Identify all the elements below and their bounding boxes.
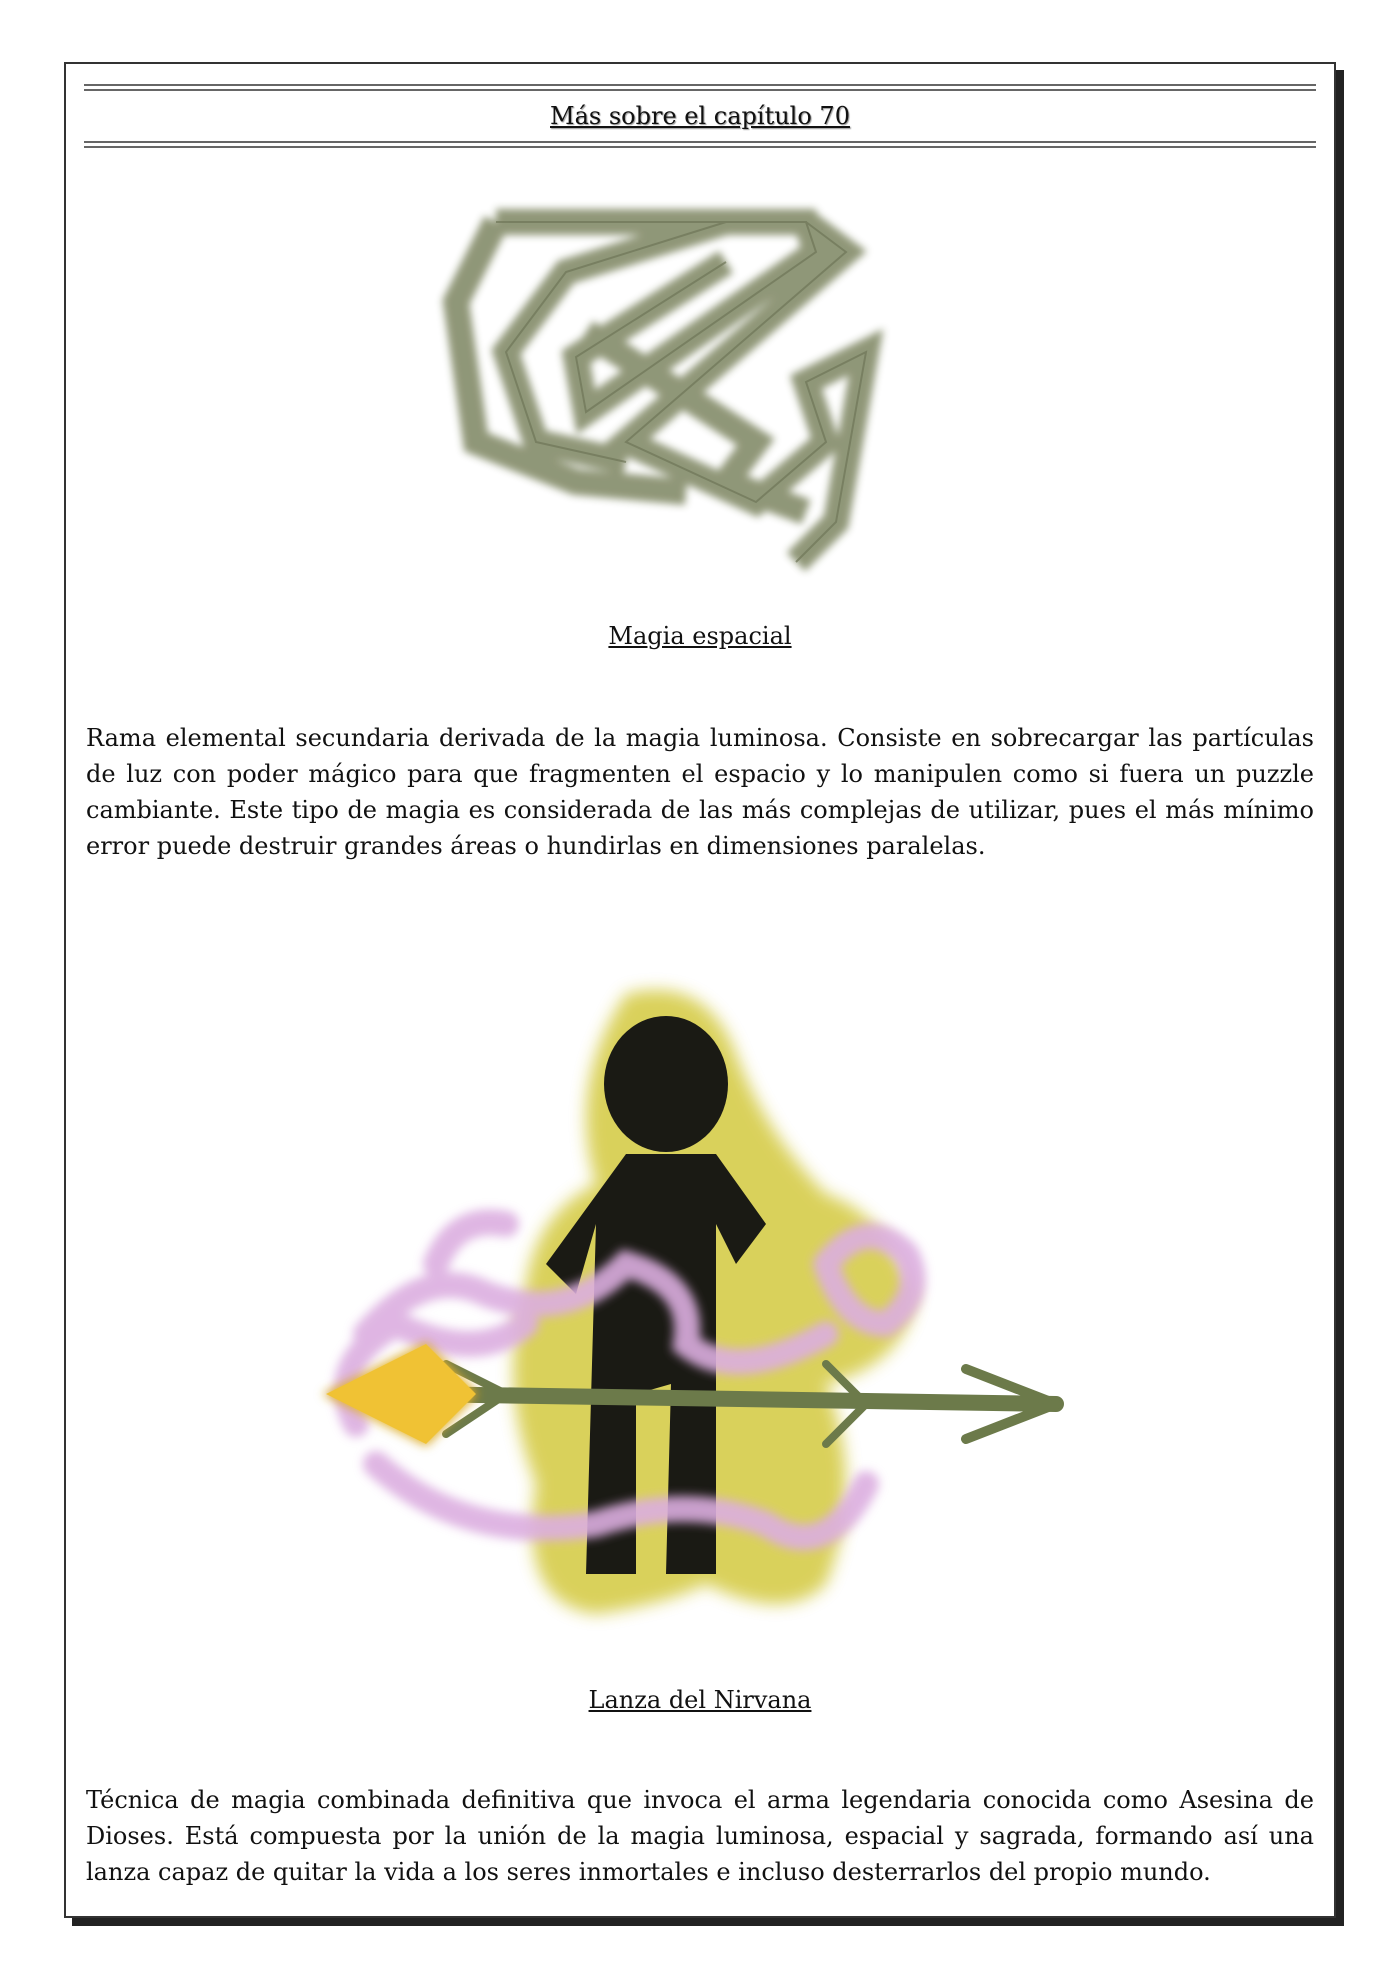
header-rule-top: [84, 84, 1316, 91]
header-band: [84, 84, 1316, 148]
nirvana-spear-illustration: [266, 964, 1146, 1664]
figure-caption-nirvana-spear: Lanza del Nirvana: [588, 1686, 812, 1714]
spatial-magic-illustration: [426, 182, 986, 602]
paragraph-nirvana-spear: Técnica de magia combinada definitiva que invoca el arma legendaria conocida como Asesina de Dioses. Está compuesta por la unión de la magia luminosa, espacial y sagrada, formando así una lanza capaz de quitar la vida a los seres inmortales e incluso desterrarlos del propio mundo.: [86, 1786, 1314, 1886]
paragraph-spatial-magic: Rama elemental secundaria derivada de la magia luminosa. Consiste en sobrecargar las partículas de luz con poder mágico para que fragmenten el espacio y lo manipulen como si fuera un puzzle cambiante. Este tipo de magia es considerada de las más complejas de utilizar, pues el más mínimo error puede destruir grandes áreas o hundirlas en dimensiones paralelas.: [86, 724, 1314, 860]
page-title: Más sobre el capítulo 70: [550, 102, 850, 130]
header-rule-bottom: [84, 141, 1316, 148]
figure-caption-spatial-magic: Magia espacial: [608, 622, 792, 650]
page-frame: [64, 62, 1336, 1918]
